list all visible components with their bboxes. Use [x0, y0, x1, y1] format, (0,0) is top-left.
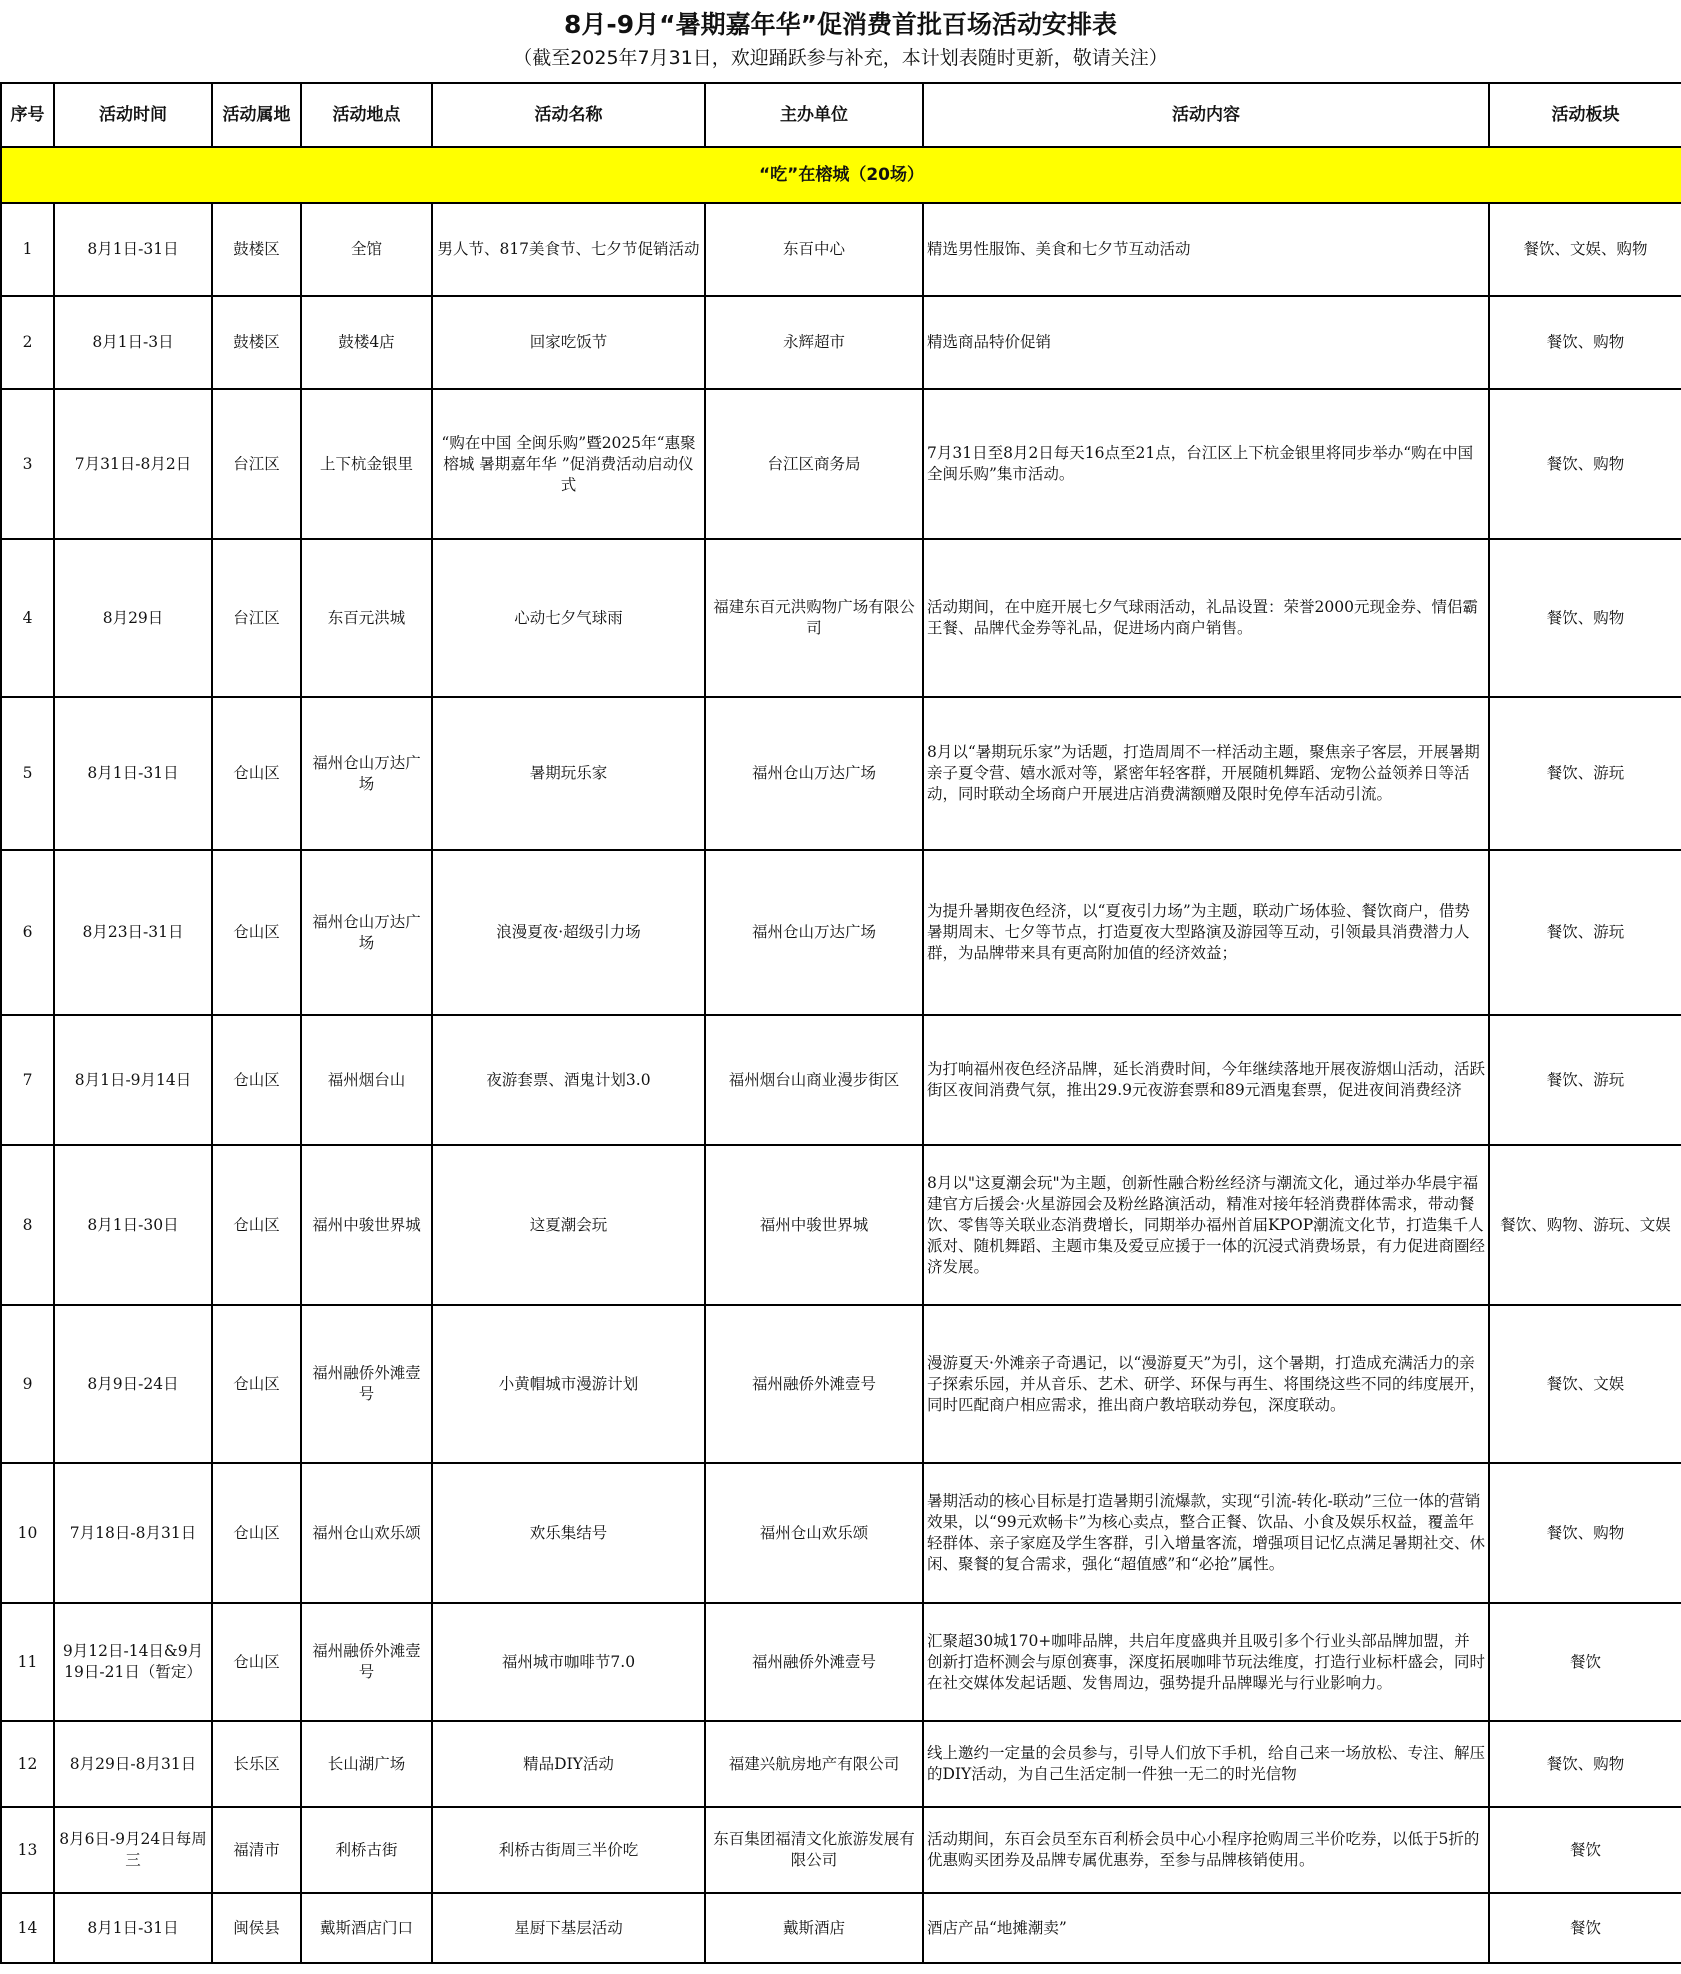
cell-no: 10 — [1, 1463, 54, 1603]
cell-time: 8月29日 — [54, 539, 212, 697]
cell-content: 7月31日至8月2日每天16点至21点，台江区上下杭金银里将同步举办“购在中国 全闽乐购”集市活动。 — [923, 389, 1489, 539]
cell-place: 福州融侨外滩壹号 — [301, 1305, 432, 1463]
cell-host: 台江区商务局 — [705, 389, 923, 539]
cell-host: 东百中心 — [705, 203, 923, 296]
table-row — [1, 296, 1681, 389]
cell-name: 浪漫夏夜·超级引力场 — [432, 850, 705, 1015]
cell-place: 福州仓山欢乐颂 — [301, 1463, 432, 1603]
cell-place: 上下杭金银里 — [301, 389, 432, 539]
cell-no: 13 — [1, 1807, 54, 1893]
cell-place: 福州仓山万达广场 — [301, 850, 432, 1015]
cell-host: 福州烟台山商业漫步街区 — [705, 1015, 923, 1145]
cell-time: 7月18日-8月31日 — [54, 1463, 212, 1603]
cell-no: 6 — [1, 850, 54, 1015]
cell-category: 餐饮、文娱 — [1489, 1305, 1681, 1463]
cell-no: 1 — [1, 203, 54, 296]
table-row — [1, 1015, 1681, 1145]
cell-time: 8月1日-3日 — [54, 296, 212, 389]
cell-content: 线上邀约一定量的会员参与，引导人们放下手机，给自己来一场放松、专注、解压的DIY活动，为自己生活定制一件独一无二的时光信物 — [923, 1721, 1489, 1807]
cell-name: 星厨下基层活动 — [432, 1893, 705, 1963]
cell-district: 台江区 — [212, 539, 301, 697]
section-row — [1, 147, 1681, 203]
cell-content: 暑期活动的核心目标是打造暑期引流爆款，实现“引流-转化-联动”三位一体的营销效果，以“99元欢畅卡”为核心卖点，整合正餐、饮品、小食及娱乐权益，覆盖年轻群体、亲子家庭及学生客群，引入增量客流，增强项目记忆点满足暑期社交、休闲、聚餐的复合需求，强化“超值感”和“必抢”属性。 — [923, 1463, 1489, 1603]
table-row — [1, 1721, 1681, 1807]
cell-district: 仓山区 — [212, 1305, 301, 1463]
cell-category: 餐饮、购物 — [1489, 296, 1681, 389]
cell-content: 漫游夏天·外滩亲子奇遇记，以“漫游夏天”为引，这个暑期，打造成充满活力的亲子探索乐园，并从音乐、艺术、研学、环保与再生、将围绕这些不同的纬度展开，同时匹配商户相应需求，推出商户教培联动券包，深度联动。 — [923, 1305, 1489, 1463]
cell-category: 餐饮 — [1489, 1603, 1681, 1721]
cell-content: 为打响福州夜色经济品牌，延长消费时间，今年继续落地开展夜游烟山活动，活跃街区夜间消费气氛，推出29.9元夜游套票和89元酒鬼套票，促进夜间消费经济 — [923, 1015, 1489, 1145]
section-title: “吃”在榕城（20场） — [1, 147, 1681, 203]
cell-time: 8月1日-31日 — [54, 1893, 212, 1963]
table-row — [1, 850, 1681, 1015]
cell-no: 12 — [1, 1721, 54, 1807]
cell-no: 3 — [1, 389, 54, 539]
table-row — [1, 389, 1681, 539]
cell-district: 长乐区 — [212, 1721, 301, 1807]
cell-host: 东百集团福清文化旅游发展有限公司 — [705, 1807, 923, 1893]
table-row — [1, 1145, 1681, 1305]
cell-name: 利桥古街周三半价吃 — [432, 1807, 705, 1893]
cell-district: 台江区 — [212, 389, 301, 539]
cell-category: 餐饮、购物、游玩、文娱 — [1489, 1145, 1681, 1305]
cell-content: 活动期间，东百会员至东百利桥会员中心小程序抢购周三半价吃券，以低于5折的优惠购买团券及品牌专属优惠券，至参与品牌核销使用。 — [923, 1807, 1489, 1893]
cell-district: 福清市 — [212, 1807, 301, 1893]
cell-no: 7 — [1, 1015, 54, 1145]
cell-name: 男人节、817美食节、七夕节促销活动 — [432, 203, 705, 296]
cell-category: 餐饮、游玩 — [1489, 1015, 1681, 1145]
cell-host: 福州融侨外滩壹号 — [705, 1603, 923, 1721]
cell-host: 永辉超市 — [705, 296, 923, 389]
cell-content: 精选商品特价促销 — [923, 296, 1489, 389]
cell-district: 仓山区 — [212, 1015, 301, 1145]
cell-name: 心动七夕气球雨 — [432, 539, 705, 697]
cell-place: 鼓楼4店 — [301, 296, 432, 389]
table-row — [1, 697, 1681, 850]
cell-category: 餐饮、购物 — [1489, 539, 1681, 697]
cell-name: 福州城市咖啡节7.0 — [432, 1603, 705, 1721]
table-row — [1, 539, 1681, 697]
page-subtitle: （截至2025年7月31日，欢迎踊跃参与补充，本计划表随时更新，敬请关注） — [513, 47, 1168, 69]
cell-content: 汇聚超30城170+咖啡品牌，共启年度盛典并且吸引多个行业头部品牌加盟，并创新打造杯测会与原创赛事，深度拓展咖啡节玩法维度，打造行业标杆盛会，同时在社交媒体发起话题、发售周边，强势提升品牌曝光与行业影响力。 — [923, 1603, 1489, 1721]
cell-place: 利桥古街 — [301, 1807, 432, 1893]
cell-time: 8月29日-8月31日 — [54, 1721, 212, 1807]
cell-category: 餐饮 — [1489, 1893, 1681, 1963]
cell-time: 8月1日-30日 — [54, 1145, 212, 1305]
cell-no: 9 — [1, 1305, 54, 1463]
cell-no: 14 — [1, 1893, 54, 1963]
cell-name: 精品DIY活动 — [432, 1721, 705, 1807]
cell-place: 福州中骏世界城 — [301, 1145, 432, 1305]
cell-time: 8月6日-9月24日每周三 — [54, 1807, 212, 1893]
cell-category: 餐饮、文娱、购物 — [1489, 203, 1681, 296]
cell-time: 8月9日-24日 — [54, 1305, 212, 1463]
cell-district: 仓山区 — [212, 1603, 301, 1721]
col-header-district: 活动属地 — [212, 83, 301, 147]
cell-time: 8月23日-31日 — [54, 850, 212, 1015]
cell-place: 长山湖广场 — [301, 1721, 432, 1807]
cell-name: 暑期玩乐家 — [432, 697, 705, 850]
cell-time: 8月1日-31日 — [54, 203, 212, 296]
col-header-host: 主办单位 — [705, 83, 923, 147]
cell-category: 餐饮、购物 — [1489, 1463, 1681, 1603]
col-header-place: 活动地点 — [301, 83, 432, 147]
cell-no: 2 — [1, 296, 54, 389]
cell-no: 8 — [1, 1145, 54, 1305]
page-title: 8月-9月“暑期嘉年华”促消费首批百场活动安排表 — [563, 10, 1118, 39]
cell-name: 回家吃饭节 — [432, 296, 705, 389]
cell-place: 东百元洪城 — [301, 539, 432, 697]
header-row — [1, 83, 1681, 147]
cell-content: 8月以“暑期玩乐家”为话题，打造周周不一样活动主题，聚焦亲子客层，开展暑期亲子夏令营、嬉水派对等，紧密年轻客群，开展随机舞蹈、宠物公益领养日等活动，同时联动全场商户开展进店消费满额赠及限时免停车活动引流。 — [923, 697, 1489, 850]
cell-host: 福州仓山欢乐颂 — [705, 1463, 923, 1603]
cell-no: 4 — [1, 539, 54, 697]
table-row — [1, 1893, 1681, 1963]
cell-no: 5 — [1, 697, 54, 850]
table-row — [1, 203, 1681, 296]
cell-place: 福州烟台山 — [301, 1015, 432, 1145]
cell-district: 仓山区 — [212, 1463, 301, 1603]
cell-place: 福州融侨外滩壹号 — [301, 1603, 432, 1721]
table-row — [1, 1305, 1681, 1463]
cell-place: 全馆 — [301, 203, 432, 296]
cell-category: 餐饮、购物 — [1489, 1721, 1681, 1807]
cell-host: 福建兴航房地产有限公司 — [705, 1721, 923, 1807]
cell-host: 福州仓山万达广场 — [705, 697, 923, 850]
col-header-name: 活动名称 — [432, 83, 705, 147]
cell-host: 戴斯酒店 — [705, 1893, 923, 1963]
table-row — [1, 1603, 1681, 1721]
cell-name: 小黄帽城市漫游计划 — [432, 1305, 705, 1463]
cell-no: 11 — [1, 1603, 54, 1721]
cell-content: 为提升暑期夜色经济，以“夏夜引力场”为主题，联动广场体验、餐饮商户，借势暑期周末、七夕等节点，打造夏夜大型路演及游园等互动，引领最具消费潜力人群，为品牌带来具有更高附加值的经济效益； — [923, 850, 1489, 1015]
col-header-time: 活动时间 — [54, 83, 212, 147]
cell-host: 福州中骏世界城 — [705, 1145, 923, 1305]
cell-content: 酒店产品“地摊潮卖” — [923, 1893, 1489, 1963]
cell-district: 闽侯县 — [212, 1893, 301, 1963]
cell-content: 8月以"这夏潮会玩"为主题，创新性融合粉丝经济与潮流文化，通过举办华晨宇福建官方后援会·火星游园会及粉丝路演活动，精准对接年轻消费群体需求，带动餐饮、零售等关联业态消费增长，同期举办福州首届KPOP潮流文化节，打造集千人派对、随机舞蹈、主题市集及爱豆应援于一体的沉浸式消费场景，有力促进商圈经济发展。 — [923, 1145, 1489, 1305]
cell-district: 仓山区 — [212, 1145, 301, 1305]
cell-time: 8月1日-31日 — [54, 697, 212, 850]
table-row — [1, 1463, 1681, 1603]
cell-category: 餐饮、游玩 — [1489, 697, 1681, 850]
cell-host: 福州融侨外滩壹号 — [705, 1305, 923, 1463]
table-row — [1, 1807, 1681, 1893]
page-header — [0, 0, 1681, 82]
cell-time: 9月12日-14日&9月19日-21日（暂定） — [54, 1603, 212, 1721]
cell-category: 餐饮、游玩 — [1489, 850, 1681, 1015]
cell-district: 鼓楼区 — [212, 296, 301, 389]
cell-name: 这夏潮会玩 — [432, 1145, 705, 1305]
cell-name: 欢乐集结号 — [432, 1463, 705, 1603]
cell-name: 夜游套票、酒鬼计划3.0 — [432, 1015, 705, 1145]
col-header-no: 序号 — [1, 83, 54, 147]
cell-district: 鼓楼区 — [212, 203, 301, 296]
activity-table — [0, 82, 1681, 1964]
cell-category: 餐饮、购物 — [1489, 389, 1681, 539]
cell-host: 福建东百元洪购物广场有限公司 — [705, 539, 923, 697]
cell-content: 精选男性服饰、美食和七夕节互动活动 — [923, 203, 1489, 296]
cell-district: 仓山区 — [212, 850, 301, 1015]
cell-category: 餐饮 — [1489, 1807, 1681, 1893]
cell-content: 活动期间，在中庭开展七夕气球雨活动，礼品设置：荣誉2000元现金券、情侣霸王餐、品牌代金券等礼品，促进场内商户销售。 — [923, 539, 1489, 697]
cell-place: 福州仓山万达广场 — [301, 697, 432, 850]
cell-host: 福州仓山万达广场 — [705, 850, 923, 1015]
cell-name: “购在中国 全闽乐购”暨2025年“惠聚榕城 暑期嘉年华 ”促消费活动启动仪式 — [432, 389, 705, 539]
cell-place: 戴斯酒店门口 — [301, 1893, 432, 1963]
col-header-category: 活动板块 — [1489, 83, 1681, 147]
cell-district: 仓山区 — [212, 697, 301, 850]
cell-time: 7月31日-8月2日 — [54, 389, 212, 539]
col-header-content: 活动内容 — [923, 83, 1489, 147]
cell-time: 8月1日-9月14日 — [54, 1015, 212, 1145]
